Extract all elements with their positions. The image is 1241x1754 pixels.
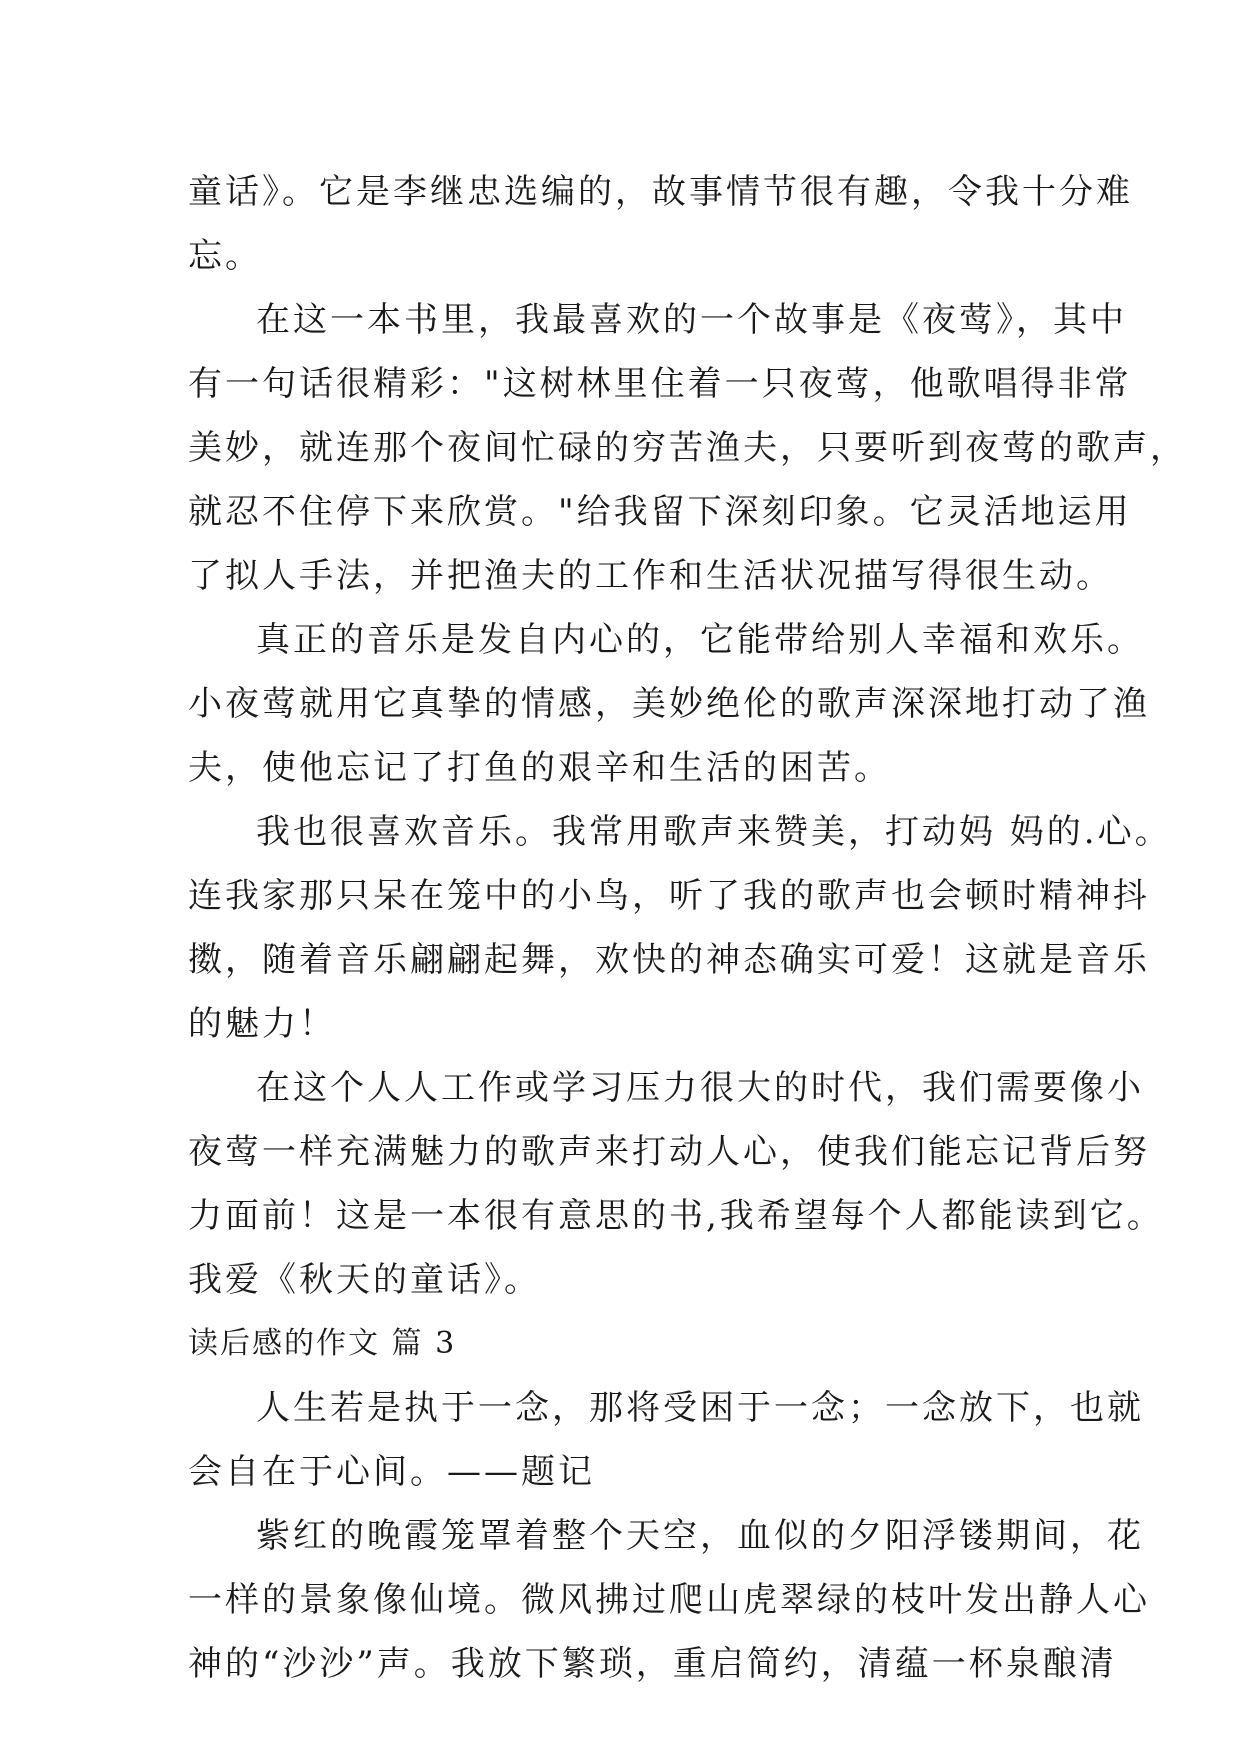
text-line: 会自在于心间。——题记	[188, 1452, 595, 1492]
text-line: 夫，使他忘记了打鱼的艰辛和生活的困苦。	[188, 748, 891, 788]
text-line: 的魅力！	[188, 1004, 336, 1044]
text-line: 了拟人手法，并把渔夫的工作和生活状况描写得很生动。	[188, 556, 1113, 596]
text-line: 力面前！这是一本很有意思的书,我希望每个人都能读到它。	[188, 1196, 1164, 1236]
text-line: 我爱《秋天的童话》。	[188, 1260, 541, 1300]
text-line: 神的“沙沙”声。我放下繁琐，重启简约，清蕴一杯泉酿清	[188, 1644, 1117, 1684]
paragraph-start-line: 紫红的晚霞笼罩着整个天空，血似的夕阳浮镂期间，花	[256, 1516, 1144, 1556]
section-heading: 读后感的作文 篇 3	[188, 1326, 457, 1361]
paragraph-start-line: 在这个人人工作或学习压力很大的时代，我们需要像小	[256, 1068, 1144, 1108]
text-line: 有一句话很精彩："这树林里住着一只夜莺，他歌唱得非常	[188, 364, 1132, 404]
text-line: 小夜莺就用它真挚的情感，美妙绝伦的歌声深深地打动了渔	[188, 684, 1150, 724]
text-line: 童话》。它是李继忠选编的，故事情节很有趣，令我十分难	[188, 172, 1133, 212]
text-line: 夜莺一样充满魅力的歌声来打动人心，使我们能忘记背后努	[188, 1132, 1150, 1172]
text-line: 擞，随着音乐翩翩起舞，欢快的神态确实可爱！这就是音乐	[188, 940, 1150, 980]
text-line: 一样的景象像仙境。微风拂过爬山虎翠绿的枝叶发出静人心	[188, 1580, 1150, 1620]
paragraph-start-line: 人生若是执于一念，那将受困于一念；一念放下，也就	[256, 1388, 1144, 1428]
document-page	[188, 160, 1187, 1696]
paragraph-start-line: 在这一本书里，我最喜欢的一个故事是《夜莺》，其中	[256, 300, 1127, 340]
text-line: 美妙，就连那个夜间忙碌的穷苦渔夫，只要听到夜莺的歌声，	[188, 428, 1187, 468]
paragraph-start-line: 真正的音乐是发自内心的，它能带给别人幸福和欢乐。	[256, 620, 1144, 660]
text-line: 连我家那只呆在笼中的小鸟，听了我的歌声也会顿时精神抖	[188, 876, 1150, 916]
paragraph-start-line: 我也很喜欢音乐。我常用歌声来赞美，打动妈 妈的.心。	[256, 812, 1172, 852]
text-line: 就忍不住停下来欣赏。"给我留下深刻印象。它灵活地运用	[188, 492, 1132, 532]
text-line: 忘。	[188, 236, 262, 276]
